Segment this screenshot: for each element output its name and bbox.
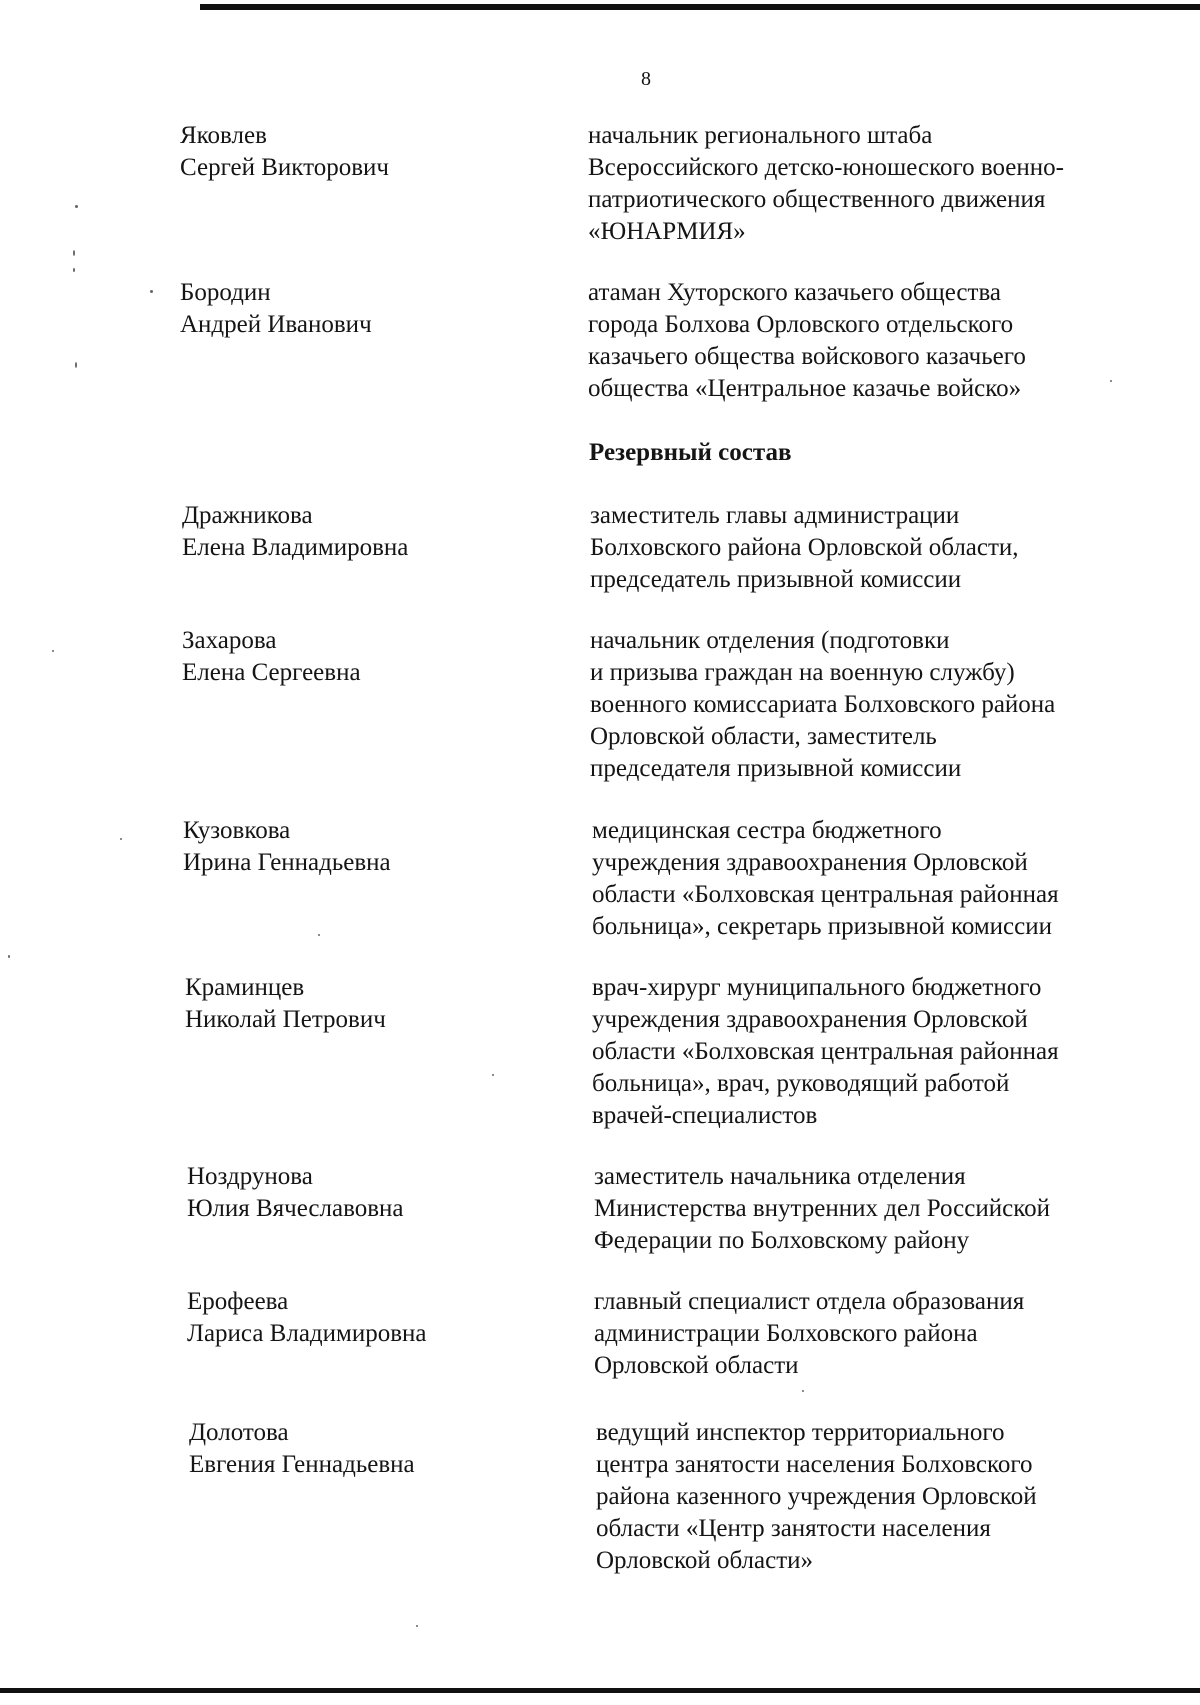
member-surname: Ерофеева [187,1288,289,1315]
member-name [180,120,389,184]
member-name [189,1417,415,1481]
position-line: медицинская сестра бюджетного [592,817,942,844]
member-surname: Яковлев [180,122,267,149]
position-line: главный специалист отдела образования [594,1288,1025,1315]
position-line: Министерства внутренних дел Российской [594,1195,1050,1222]
member-name [183,815,391,879]
member-name [182,500,408,564]
member-position [590,500,1150,596]
member-given-names: Юлия Вячеславовна [187,1195,404,1222]
reserve-heading: Резервный состав [589,439,792,466]
member-given-names: Андрей Иванович [180,311,372,338]
position-line: начальник отделения (подготовки [590,627,950,654]
position-line: учреждения здравоохранения Орловской [592,849,1028,876]
position-line: района казенного учреждения Орловской [596,1483,1037,1510]
scan-speck [75,205,78,208]
member-position [592,815,1152,943]
scan-speck [150,290,153,293]
position-line: Орловской области, заместитель [590,723,937,750]
position-line: центра занятости населения Болховского [596,1451,1033,1478]
member-position [594,1286,1154,1382]
member-name [182,625,361,689]
scan-speck [802,1390,804,1392]
position-line: ведущий инспектор территориального [596,1419,1005,1446]
member-given-names: Ирина Геннадьевна [183,849,391,876]
member-position [588,120,1148,248]
member-given-names: Евгения Геннадьевна [189,1451,415,1478]
member-name [185,972,386,1036]
position-line: больница», секретарь призывной комиссии [592,913,1053,940]
page-number: 8 [641,68,651,90]
member-surname: Кузовкова [183,817,291,844]
position-line: города Болхова Орловского отдельского [588,311,1014,338]
scan-speck [73,268,75,272]
member-surname: Дражникова [182,502,313,529]
scan-border-top [200,4,1200,10]
position-line: председателя призывной комиссии [590,755,962,782]
member-given-names: Елена Владимировна [182,534,409,561]
scan-speck [73,250,75,256]
scan-border-bottom [0,1688,1200,1693]
position-line: заместитель главы администрации [590,502,960,529]
position-line: председатель призывной комиссии [590,566,962,593]
position-line: «ЮНАРМИЯ» [588,218,746,245]
position-line: области «Болховская центральная районная [592,881,1059,908]
position-line: Орловской области» [596,1547,814,1574]
member-given-names: Сергей Викторович [180,154,389,181]
member-given-names: Лариса Владимировна [187,1320,427,1347]
scan-speck [75,362,77,368]
position-line: Федерации по Болховскому району [594,1227,970,1254]
position-line: атаман Хуторского казачьего общества [588,279,1002,306]
member-given-names: Николай Петрович [185,1006,386,1033]
member-surname: Долотова [189,1419,289,1446]
member-position [592,972,1152,1132]
member-position [594,1161,1154,1257]
member-position [596,1417,1156,1577]
position-line: военного комиссариата Болховского района [590,691,1056,718]
position-line: начальник регионального штаба [588,122,933,149]
position-line: области «Центр занятости населения [596,1515,991,1542]
member-surname: Захарова [182,627,277,654]
position-line: врачей-специалистов [592,1102,818,1129]
member-position [588,277,1148,405]
member-surname: Краминцев [185,974,305,1001]
position-line: казачьего общества войскового казачьего [588,343,1026,370]
position-line: Всероссийского детско-юношеского военно- [588,154,1064,181]
member-surname: Ноздрунова [187,1163,313,1190]
member-surname: Бородин [180,279,271,306]
position-line: администрации Болховского района [594,1320,978,1347]
member-given-names: Елена Сергеевна [182,659,361,686]
position-line: учреждения здравоохранения Орловской [592,1006,1028,1033]
position-line: Орловской области [594,1352,799,1379]
member-name [187,1286,427,1350]
scan-speck [492,1074,494,1076]
position-line: области «Болховская центральная районная [592,1038,1059,1065]
scan-speck [318,934,320,936]
position-line: и призыва граждан на военную службу) [590,659,1015,686]
position-line: врач-хирург муниципального бюджетного [592,974,1042,1001]
member-name [180,277,372,341]
position-line: общества «Центральное казачье войско» [588,375,1022,402]
position-line: больница», врач, руководящий работой [592,1070,1010,1097]
scan-speck [416,1625,418,1627]
position-line: патриотического общественного движения [588,186,1046,213]
member-name [187,1161,404,1225]
member-position [590,625,1150,785]
scan-speck [120,838,122,840]
scan-speck [8,955,10,958]
scan-speck [52,650,54,652]
position-line: заместитель начальника отделения [594,1163,966,1190]
position-line: Болховского района Орловской области, [590,534,1019,561]
